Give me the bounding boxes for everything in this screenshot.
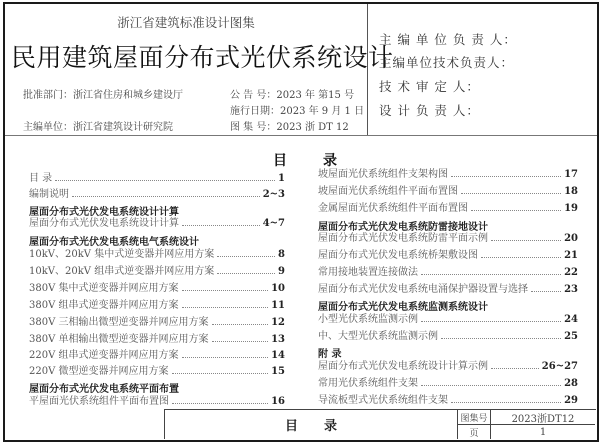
main-title: 民用建筑屋面分布式光伏系统设计 [11,43,394,72]
toc-item[interactable]: 10kV、20kV 集中式逆变器并网应用方案 8 [29,249,285,260]
header-divider [5,135,597,136]
atlas-value: 2023 浙 DT 12 [276,122,349,133]
toc-item[interactable]: 屋面分布式光伏发电系统设计计算示例 26~27 [318,361,578,372]
toc-section: 屋面分布式光伏发电系统电气系统设计 [29,237,199,248]
toc-item[interactable]: 屋面分布式光伏发电系统电涌保护器设置与选择 23 [318,284,578,295]
atlas-no-label: 图集号 [457,410,490,425]
atlas-number [230,118,349,133]
toc-section: 附 录 [318,349,342,360]
design-head: 设 计 负 责 人： [379,103,480,118]
page-value: 1 [490,425,595,439]
toc-section: 屋面分布式光伏发电系统防雷接地设计 [318,222,488,233]
toc-item[interactable]: 屋面分布式光伏发电系统防雷平面示例 20 [318,233,578,244]
chief-tech-head: 主编单位技术负责人： [379,55,515,70]
toc-item[interactable]: 坡屋面光伏系统组件支架构图 17 [318,169,578,180]
toc-section: 屋面分布式光伏发电系统监测系统设计 [318,302,488,313]
toc-item[interactable]: 10kV、20kV 组串式逆变器并网应用方案 9 [29,266,285,277]
toc-item[interactable]: 金属屋面光伏系统组件平面布置图 19 [318,203,578,214]
toc-section: 屋面分布式光伏发电系统平面布置 [29,384,179,395]
notice-number [230,86,354,101]
toc-item[interactable]: 常用光伏系统组件支架 28 [318,378,578,389]
toc-item[interactable]: 中、大型光伏系统监测示例 25 [318,331,578,342]
approval-value: 浙江省住房和城乡建设厅 [73,90,183,101]
toc-title-left: 目 [273,153,287,169]
toc-item[interactable]: 小型光伏系统监测示例 24 [318,314,578,325]
title-block-name: 目录 [284,419,363,434]
toc-section: 屋面分布式光伏发电系统设计计算 [29,207,179,218]
title-block [164,409,596,439]
chief-unit-head: 主 编 单 位 负 责 人： [379,32,517,47]
toc-item[interactable]: 220V 组串式逆变器并网应用方案 14 [29,350,285,361]
toc-item[interactable]: 380V 集中式逆变器并网应用方案 10 [29,283,285,294]
series-title: 浙江省建筑标准设计图集 [117,15,255,30]
toc-item[interactable]: 220V 微型逆变器并网应用方案 15 [29,366,285,377]
toc-item[interactable]: 常用接地装置连接做法 22 [318,267,578,278]
editor-label: 主编单位： [23,122,73,133]
approval-label: 批准部门： [23,90,73,101]
toc-item[interactable]: 平屋面光伏系统组件平面布置图 16 [29,396,285,407]
toc-item[interactable]: 坡屋面光伏系统组件平面布置图 18 [318,186,578,197]
effective-label: 施行日期： [230,106,280,117]
effective-value: 2023 年 9 月 1 日 [280,106,365,117]
drawing-frame [3,2,599,442]
toc-item[interactable]: 导流板型式光伏系统组件支架 29 [318,395,578,406]
technical-reviewer: 技 术 审 定 人： [379,79,480,94]
atlas-label: 图 集 号： [230,122,277,133]
toc-item[interactable]: 编制说明 2~3 [29,189,285,200]
toc-item[interactable]: 目 录 1 [29,173,285,184]
toc-item[interactable]: 380V 组串式逆变器并网应用方案 11 [29,300,285,311]
toc-item[interactable]: 屋面分布式光伏发电系统桥架敷设图 21 [318,250,578,261]
approval-dept [23,86,183,101]
editor-value: 浙江省建筑设计研究院 [73,122,173,133]
toc-item[interactable]: 380V 三相输出微型逆变器并网应用方案 12 [29,317,285,328]
toc-item[interactable]: 屋面分布式光伏发电系统设计计算 4~7 [29,218,285,229]
toc-title-right: 录 [323,153,337,169]
editor-unit [23,118,173,133]
toc-item[interactable]: 380V 单相输出微型逆变器并网应用方案 13 [29,334,285,345]
effective-date [230,102,364,117]
atlas-no-value: 2023浙DT12 [490,410,595,425]
notice-label: 公 告 号： [230,90,277,101]
page-label: 页 [457,425,490,439]
notice-value: 2023 年 第15 号 [276,90,355,101]
